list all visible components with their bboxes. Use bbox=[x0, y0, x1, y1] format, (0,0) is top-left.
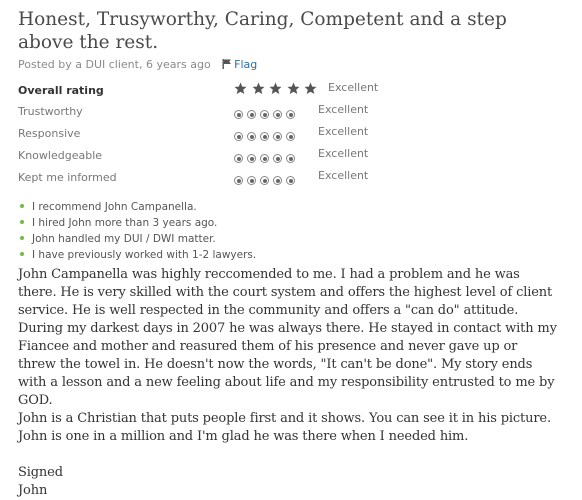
rating-dot-icon bbox=[286, 132, 295, 141]
star-icon bbox=[287, 82, 300, 95]
rating-dot-icon bbox=[234, 132, 243, 141]
overall-stars bbox=[234, 82, 322, 98]
rating-dot-icon bbox=[260, 110, 269, 119]
review-highlights bbox=[18, 199, 564, 263]
rating-dot-icon bbox=[260, 154, 269, 163]
rating-dot-icon bbox=[273, 154, 282, 163]
paragraph-spacer bbox=[18, 446, 558, 464]
rating-dot-icon bbox=[260, 176, 269, 185]
rating-dot-icon bbox=[234, 154, 243, 163]
star-icon bbox=[269, 82, 282, 95]
rating-dot-icon bbox=[247, 154, 256, 163]
rating-dot-icon bbox=[247, 110, 256, 119]
rating-row-kept-informed bbox=[18, 167, 564, 189]
review-body bbox=[18, 266, 558, 500]
rating-dots bbox=[234, 175, 299, 188]
rating-dot-icon bbox=[234, 110, 243, 119]
rating-word: Excellent bbox=[318, 103, 369, 116]
rating-dot-icon bbox=[247, 132, 256, 141]
ratings-table bbox=[18, 79, 564, 189]
overall-rating-row bbox=[18, 79, 564, 101]
rating-dot-icon bbox=[234, 176, 243, 185]
rating-label: Trustworthy bbox=[18, 105, 83, 118]
list-item bbox=[18, 199, 564, 215]
rating-dots bbox=[234, 153, 299, 166]
review-title: Honest, Trusyworthy, Caring, Competent and a step above the rest. bbox=[18, 9, 507, 53]
bullet-icon bbox=[20, 204, 24, 208]
rating-dot-icon bbox=[286, 110, 295, 119]
rating-word: Excellent bbox=[318, 125, 369, 138]
rating-label: Kept me informed bbox=[18, 171, 117, 184]
review-signoff: Signed bbox=[18, 465, 63, 480]
rating-dot-icon bbox=[286, 176, 295, 185]
rating-word: Excellent bbox=[318, 147, 369, 160]
bullet-icon bbox=[20, 252, 24, 256]
overall-rating-word: Excellent bbox=[328, 81, 379, 94]
list-item bbox=[18, 247, 564, 263]
list-item bbox=[18, 231, 564, 247]
rating-row-responsive bbox=[18, 123, 564, 145]
bullet-icon bbox=[20, 236, 24, 240]
star-icon bbox=[304, 82, 317, 95]
rating-word: Excellent bbox=[318, 169, 369, 182]
list-item-text: John handled my DUI / DWI matter. bbox=[32, 233, 216, 245]
rating-label: Knowledgeable bbox=[18, 149, 103, 162]
review-signature: John bbox=[18, 483, 48, 498]
rating-dot-icon bbox=[273, 110, 282, 119]
bullet-icon bbox=[20, 220, 24, 224]
posted-by-text: Posted by a DUI client, 6 years ago bbox=[18, 58, 211, 71]
flag-link[interactable] bbox=[214, 58, 257, 71]
rating-dot-icon bbox=[273, 176, 282, 185]
review-paragraph-2: John is a Christian that puts people first and it shows. You can see it in his picture. John is one in a million and I'm glad he was there when I needed him. bbox=[18, 411, 551, 444]
star-icon bbox=[252, 82, 265, 95]
list-item bbox=[18, 215, 564, 231]
review-paragraph-1: John Campanella was highly reccomended to me. I had a problem and he was there. He is very skilled with the court system and offers the highest level of client service. He is well respected in the community and offers a "can do" attitude. During my darkest days in 2007 he was always there. He stayed in contact with my Fiancee and mother and reasured them of his presence and never gave up or threw the towel in. He doesn't now the words, "It can't be done". My story ends with a lesson and a new feeling about life and my responsibility entrusted to me by GOD. bbox=[18, 267, 557, 408]
rating-dots bbox=[234, 131, 299, 144]
list-item-text: I have previously worked with 1-2 lawyers. bbox=[32, 249, 257, 261]
rating-dot-icon bbox=[286, 154, 295, 163]
rating-dots bbox=[234, 109, 299, 122]
star-icon bbox=[234, 82, 247, 95]
list-item-text: I hired John more than 3 years ago. bbox=[32, 217, 218, 229]
overall-rating-label: Overall rating bbox=[18, 84, 104, 97]
flag-label: Flag bbox=[234, 58, 258, 71]
review-meta bbox=[18, 56, 564, 74]
rating-dot-icon bbox=[247, 176, 256, 185]
rating-row-knowledgeable bbox=[18, 145, 564, 167]
rating-label: Responsive bbox=[18, 127, 81, 140]
flag-icon bbox=[222, 59, 232, 69]
rating-row-trustworthy bbox=[18, 101, 564, 123]
rating-dot-icon bbox=[273, 132, 282, 141]
rating-dot-icon bbox=[260, 132, 269, 141]
list-item-text: I recommend John Campanella. bbox=[32, 201, 197, 213]
